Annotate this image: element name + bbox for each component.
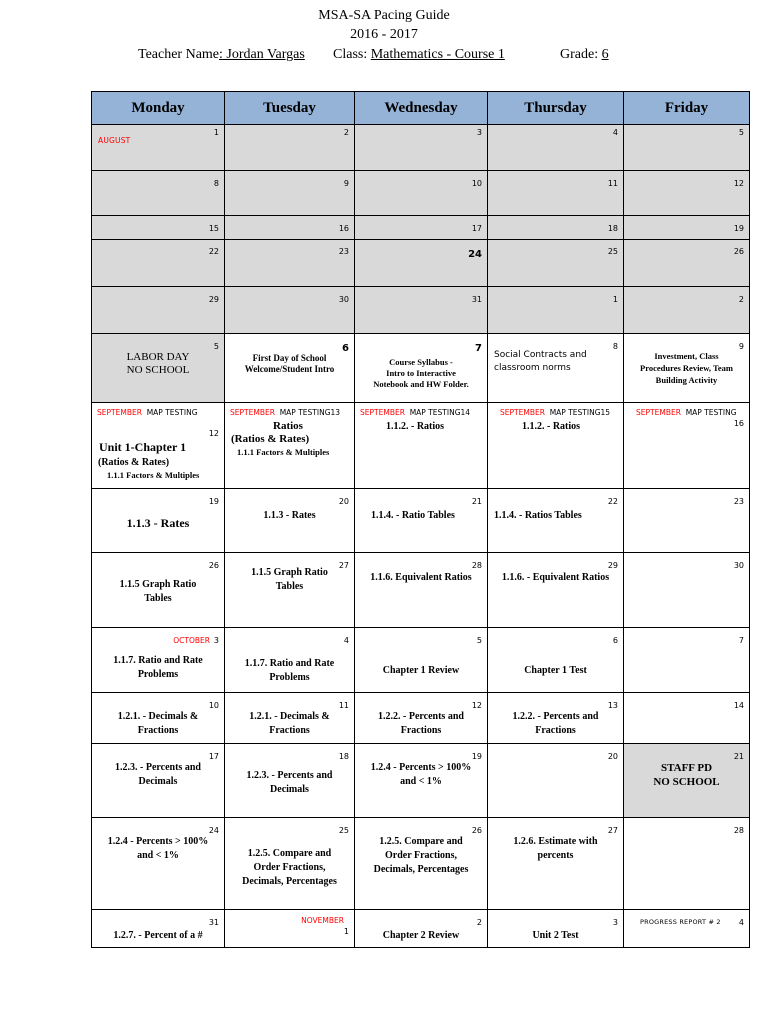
day-number: 30 <box>338 295 349 304</box>
day-note <box>494 349 620 375</box>
day-cell <box>624 628 750 693</box>
day-cell <box>488 553 624 628</box>
day-cell <box>624 489 750 553</box>
day-note: Unit 2 Test <box>532 930 579 941</box>
day-number: 26 <box>208 561 219 570</box>
day-number: 2 <box>343 128 349 137</box>
day-number: 20 <box>607 752 618 761</box>
day-number: 9 <box>738 342 744 351</box>
day-note <box>358 357 484 390</box>
day-cell <box>355 287 488 334</box>
day-note: 1.1.1 Factors & Multiples <box>237 447 330 457</box>
note-line: Course Syllabus - <box>389 357 453 367</box>
month-label: SEPTEMBER <box>230 408 275 417</box>
day-cell <box>225 818 355 910</box>
week-row <box>92 489 750 553</box>
note-line: 1.1.5 Graph Ratio <box>251 567 328 578</box>
day-cell <box>225 240 355 287</box>
day-number: 28 <box>471 561 482 570</box>
day-number: 7 <box>738 636 744 645</box>
month-label: SEPTEMBER <box>636 408 681 417</box>
testing-note: MAP TESTING <box>279 408 331 417</box>
day-note <box>228 566 351 594</box>
note-line: First Day of School <box>252 353 327 363</box>
day-cell <box>92 334 225 403</box>
day-note: 1.1.2. - Ratios <box>522 421 581 432</box>
day-number: 31 <box>208 918 219 927</box>
day-number: 6 <box>612 636 618 645</box>
testing-note: MAP TESTING <box>409 408 461 417</box>
day-header-monday: Monday <box>92 92 225 125</box>
day-number: 26 <box>733 247 744 256</box>
day-number: 18 <box>338 752 349 761</box>
week-row <box>92 334 750 403</box>
day-cell <box>488 818 624 910</box>
day-cell <box>225 216 355 240</box>
day-note <box>95 835 221 863</box>
teacher-name: : Jordan Vargas <box>219 47 305 62</box>
month-label: SEPTEMBER <box>500 408 545 417</box>
day-cell <box>624 216 750 240</box>
day-cell <box>225 287 355 334</box>
day-number: 22 <box>607 497 618 506</box>
note-line: 1.2.6. Estimate with <box>513 836 598 847</box>
day-number: 27 <box>338 561 349 570</box>
day-number: 5 <box>213 342 219 351</box>
day-number: 4 <box>343 636 349 645</box>
day-cell <box>92 693 225 744</box>
note-line: Order Fractions, <box>384 850 458 861</box>
grade-info <box>560 46 609 63</box>
day-cell <box>624 553 750 628</box>
page-title: MSA-SA Pacing Guide <box>318 8 450 23</box>
day-note <box>228 657 351 685</box>
day-cell <box>624 910 750 948</box>
day-cell <box>488 216 624 240</box>
day-cell <box>488 287 624 334</box>
day-number: 21 <box>471 497 482 506</box>
day-number: 11 <box>607 179 618 188</box>
week-row <box>92 171 750 216</box>
note-line: Welcome/Student Intro <box>244 364 335 374</box>
day-cell <box>488 489 624 553</box>
note-line: 1.2.2. - Percents and <box>378 711 464 722</box>
day-header-friday: Friday <box>624 92 750 125</box>
class-name: Mathematics - Course 1 <box>370 47 505 62</box>
day-number: 16 <box>733 419 744 428</box>
day-number: 13 <box>607 701 618 710</box>
note-line: NO SCHOOL <box>653 776 720 788</box>
note-line: Fractions <box>400 725 442 736</box>
note-line: 1.1.7. Ratio and Rate <box>244 658 335 669</box>
day-number: 6 <box>342 343 349 354</box>
week-row <box>92 287 750 334</box>
day-number: 12 <box>471 701 482 710</box>
day-number: 4 <box>612 128 618 137</box>
day-number: 20 <box>338 497 349 506</box>
day-cell <box>355 744 488 818</box>
day-cell <box>624 744 750 818</box>
note-line: Decimals, Percentages <box>242 876 337 887</box>
day-note: Chapter 1 Review <box>382 665 460 676</box>
day-cell <box>92 744 225 818</box>
day-cell <box>92 553 225 628</box>
teacher-label: Teacher Name <box>138 47 220 62</box>
day-header-wednesday: Wednesday <box>355 92 488 125</box>
map-testing-label <box>230 408 350 417</box>
day-header-thursday: Thursday <box>488 92 624 125</box>
day-cell <box>624 171 750 216</box>
day-cell <box>355 628 488 693</box>
day-number: 15 <box>208 224 219 233</box>
month-label: AUGUST <box>98 136 131 145</box>
week-row <box>92 553 750 628</box>
testing-note: MAP TESTING <box>549 408 601 417</box>
day-note <box>491 710 620 738</box>
day-number: 7 <box>475 343 482 354</box>
day-number: 25 <box>338 826 349 835</box>
day-note <box>95 578 221 606</box>
day-number: 17 <box>208 752 219 761</box>
week-row <box>92 744 750 818</box>
month-label: NOVEMBER <box>301 916 344 925</box>
note-line: 1.2.1. - Decimals & <box>249 711 330 722</box>
day-number: 3 <box>612 918 618 927</box>
note-line: percents <box>537 850 574 861</box>
day-cell <box>355 125 488 171</box>
day-note <box>95 351 221 377</box>
day-header-row <box>92 92 750 125</box>
day-note <box>95 710 221 738</box>
testing-note: MAP TESTING <box>146 408 198 417</box>
day-note <box>627 350 746 386</box>
day-number: 29 <box>208 295 219 304</box>
day-number: 28 <box>733 826 744 835</box>
month-label: SEPTEMBER <box>97 408 142 417</box>
note-line: Tables <box>275 581 304 592</box>
day-cell <box>92 628 225 693</box>
note-line: 1.2.2. - Percents and <box>512 711 599 722</box>
day-cell <box>624 287 750 334</box>
day-number: 16 <box>338 224 349 233</box>
note-line: Fractions <box>269 725 310 736</box>
map-testing-label <box>636 408 745 417</box>
day-number: 22 <box>208 247 219 256</box>
day-cell <box>225 693 355 744</box>
day-cell <box>624 125 750 171</box>
day-cell <box>92 125 225 171</box>
class-label: Class: <box>333 47 371 62</box>
day-note <box>228 353 351 375</box>
note-line: and < 1% <box>400 776 442 787</box>
day-number: 27 <box>607 826 618 835</box>
day-cell <box>92 910 225 948</box>
day-cell <box>355 553 488 628</box>
note-line: Fractions <box>535 725 576 736</box>
day-number: 14 <box>733 701 744 710</box>
day-cell <box>624 240 750 287</box>
note-line: Decimals <box>138 776 178 787</box>
week-row <box>92 818 750 910</box>
week-row <box>92 403 750 489</box>
day-number: 8 <box>213 179 219 188</box>
day-cell <box>488 628 624 693</box>
day-cell <box>92 171 225 216</box>
day-cell <box>92 240 225 287</box>
progress-report-note: PROGRESS REPORT # 2 <box>640 918 721 926</box>
day-number: 5 <box>476 636 482 645</box>
day-number: 10 <box>208 701 219 710</box>
day-number: 23 <box>338 247 349 256</box>
day-number: 1 <box>612 295 618 304</box>
month-label: SEPTEMBER <box>360 408 405 417</box>
day-cell <box>488 693 624 744</box>
map-testing-label <box>97 408 220 417</box>
day-number: 30 <box>733 561 744 570</box>
day-note <box>358 835 484 877</box>
day-cell <box>225 489 355 553</box>
day-cell <box>355 171 488 216</box>
day-cell <box>488 910 624 948</box>
day-number: 24 <box>468 249 482 260</box>
class-info <box>333 46 505 63</box>
day-note <box>228 847 351 889</box>
day-note <box>228 769 351 797</box>
day-note <box>358 710 484 738</box>
day-number: 5 <box>738 128 744 137</box>
day-number: 31 <box>471 295 482 304</box>
day-note: 1.2.7. - Percent of a # <box>113 930 203 941</box>
day-number: 24 <box>208 826 219 835</box>
day-note: 1.1.2. - Ratios <box>386 421 445 432</box>
day-number: 11 <box>338 701 349 710</box>
day-note <box>627 761 746 789</box>
day-cell <box>624 334 750 403</box>
day-cell <box>225 628 355 693</box>
day-note: 1.1.4. - Ratios Tables <box>494 510 582 521</box>
note-line: Decimals, Percentages <box>373 864 469 875</box>
day-note <box>491 835 620 863</box>
day-cell <box>355 334 488 403</box>
day-cell <box>225 171 355 216</box>
day-note: Chapter 2 Review <box>382 930 460 941</box>
day-cell <box>225 334 355 403</box>
day-cell <box>624 818 750 910</box>
school-year: 2016 - 2017 <box>350 27 418 42</box>
day-cell <box>624 693 750 744</box>
note-line: LABOR DAY <box>126 351 190 363</box>
day-note: 1.1.4. - Ratio Tables <box>371 510 455 521</box>
day-number: 19 <box>471 752 482 761</box>
day-number: 12 <box>208 429 219 438</box>
day-note: 1.1.3 - Rates <box>126 516 190 530</box>
day-note: 1.1.3 - Rates <box>263 510 316 521</box>
note-line: Fractions <box>137 725 179 736</box>
day-number: 25 <box>607 247 618 256</box>
day-cell <box>225 403 355 489</box>
note-line: 1.2.4 - Percents > 100% <box>370 762 472 773</box>
day-number: 1 <box>343 927 349 936</box>
day-cell <box>488 403 624 489</box>
note-line: and < 1% <box>137 850 179 861</box>
day-cell <box>92 216 225 240</box>
note-line: 1.2.3. - Percents and <box>115 762 201 773</box>
day-number: 9 <box>343 179 349 188</box>
note-line: STAFF PD <box>660 762 713 774</box>
day-cell <box>225 910 355 948</box>
day-cell <box>355 818 488 910</box>
day-number: 15 <box>600 408 611 417</box>
day-cell <box>92 403 225 489</box>
day-cell <box>355 693 488 744</box>
day-cell <box>488 334 624 403</box>
day-cell <box>355 489 488 553</box>
note-line: 1.1.5 Graph Ratio <box>119 579 197 590</box>
day-cell <box>355 216 488 240</box>
month-label: OCTOBER <box>173 636 210 645</box>
day-number: 10 <box>471 179 482 188</box>
note-line: Decimals <box>270 784 309 795</box>
day-cell <box>225 553 355 628</box>
day-cell <box>488 240 624 287</box>
note-line: classroom norms <box>494 363 571 373</box>
grade-label: Grade: <box>560 47 602 62</box>
day-number: 2 <box>476 918 482 927</box>
day-cell <box>355 240 488 287</box>
day-note <box>95 654 221 682</box>
day-note: (Ratios & Rates) <box>231 433 310 445</box>
map-testing-label <box>360 408 483 417</box>
grade-value: 6 <box>601 47 609 62</box>
day-number: 12 <box>733 179 744 188</box>
day-note: 1.1.6. - Equivalent Ratios <box>501 572 610 583</box>
day-cell <box>92 818 225 910</box>
day-note: Chapter 1 Test <box>524 665 587 676</box>
note-line: Procedures Review, Team <box>640 363 733 373</box>
day-note <box>95 761 221 789</box>
day-number: 26 <box>471 826 482 835</box>
day-number: 17 <box>471 224 482 233</box>
day-note <box>228 710 351 738</box>
note-line: 1.2.3. - Percents and <box>246 770 333 781</box>
day-number: 8 <box>612 342 618 351</box>
day-number: 4 <box>738 918 744 927</box>
day-number: 18 <box>607 224 618 233</box>
week-row <box>92 693 750 744</box>
day-number: 1 <box>213 128 219 137</box>
day-cell <box>92 287 225 334</box>
day-number: 3 <box>476 128 482 137</box>
day-cell <box>488 125 624 171</box>
day-note: Unit 1-Chapter 1 <box>99 440 187 454</box>
note-line: NO SCHOOL <box>126 364 190 376</box>
day-number: 23 <box>733 497 744 506</box>
day-note <box>358 761 484 789</box>
day-number: 14 <box>460 408 471 417</box>
note-line: Problems <box>137 669 179 680</box>
day-cell <box>92 489 225 553</box>
day-cell <box>225 744 355 818</box>
day-number: 19 <box>733 224 744 233</box>
day-cell <box>355 403 488 489</box>
day-number: 2 <box>738 295 744 304</box>
day-header-tuesday: Tuesday <box>225 92 355 125</box>
day-number: 29 <box>607 561 618 570</box>
map-testing-label <box>500 408 619 417</box>
note-line: 1.2.4 - Percents > 100% <box>107 836 209 847</box>
pacing-calendar <box>91 91 750 948</box>
note-line: Notebook and HW Folder. <box>373 379 469 389</box>
day-cell <box>624 403 750 489</box>
day-note: 1.1.1 Factors & Multiples <box>107 470 200 480</box>
day-note: 1.1.6. Equivalent Ratios <box>370 572 472 583</box>
note-line: Tables <box>144 593 172 604</box>
day-cell <box>488 171 624 216</box>
day-number: 19 <box>208 497 219 506</box>
day-number: 3 <box>213 636 219 645</box>
week-row <box>92 628 750 693</box>
day-cell <box>488 744 624 818</box>
day-number: 21 <box>733 752 744 761</box>
week-row <box>92 216 750 240</box>
week-row <box>92 910 750 948</box>
teacher-info <box>138 46 305 63</box>
note-line: Intro to Interactive <box>386 368 456 378</box>
note-line: Social Contracts and <box>494 350 587 360</box>
testing-note: MAP TESTING <box>685 408 737 417</box>
week-row <box>92 125 750 171</box>
day-cell <box>355 910 488 948</box>
note-line: 1.2.5. Compare and <box>379 836 463 847</box>
day-cell <box>225 125 355 171</box>
note-line: Building Activity <box>655 375 718 385</box>
day-note: (Ratios & Rates) <box>98 457 170 468</box>
note-line: 1.2.5. Compare and <box>247 848 332 859</box>
note-line: Investment, Class <box>654 351 719 361</box>
note-line: 1.1.7. Ratio and Rate <box>113 655 203 666</box>
note-line: 1.2.1. - Decimals & <box>117 711 199 722</box>
day-note: Ratios <box>273 420 303 432</box>
note-line: Problems <box>269 672 310 683</box>
week-row <box>92 240 750 287</box>
note-line: Order Fractions, <box>253 862 326 873</box>
day-number: 13 <box>330 408 341 417</box>
